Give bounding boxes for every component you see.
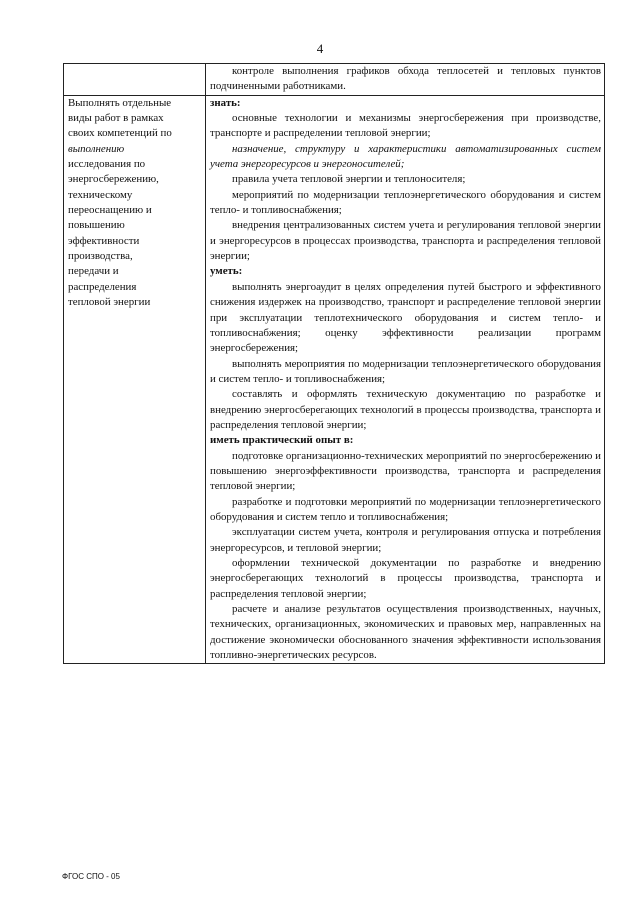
competency-title-line: техническому <box>68 188 133 201</box>
experience-item: подготовке организационно-технических мероприятий по энергосбережению и повышению энергоэффективности производства, транспорта и распределения тепловой энергии; <box>210 449 601 493</box>
competency-title-line: переоснащению и <box>68 204 152 217</box>
table-row-competency <box>64 95 605 664</box>
can-item: составлять и оформлять техническую документацию по разработке и внедрению энергосберегающих технологий в процессы производства, транспорта и распределения тепловой энергии; <box>210 388 601 431</box>
experience-item: расчете и анализе результатов осуществления производственных, научных, технических, организационных, экономических и правовых мер, направленных на достижение экономически обоснованного значения эффективности использования топливно-энергетических ресурсов. <box>210 603 601 662</box>
competency-title-line: выполнению <box>68 142 125 155</box>
table-cell-empty <box>64 64 206 96</box>
competency-title-cell <box>64 95 206 664</box>
know-item: мероприятий по модернизации теплоэнергетического оборудования и систем тепло- и топливоснабжения; <box>210 188 601 217</box>
competency-title-line: эффективности <box>68 234 140 247</box>
competency-title-line: тепловой энергии <box>68 296 151 309</box>
experience-item: эксплуатации систем учета, контроля и регулирования отпуска и потребления энергоресурсов, и тепловой энергии; <box>210 526 601 554</box>
continuation-text: контроле выполнения графиков обхода теплосетей и тепловых пунктов подчиненными работниками. <box>210 65 601 93</box>
footer-standard-code: ФГОС СПО - 05 <box>62 872 120 881</box>
competency-title-line: передачи и <box>68 265 119 278</box>
can-header: уметь: <box>210 265 243 278</box>
competency-table <box>63 63 605 664</box>
experience-item: оформлении технической документации по разработке и внедрению энергосберегающих технологий в процессы производства, транспорта и распределения тепловой энергии; <box>210 557 601 600</box>
competency-title-line: исследования по <box>68 158 146 171</box>
know-item: правила учета тепловой энергии и теплоносителя; <box>232 173 466 186</box>
competency-details-cell <box>206 95 605 664</box>
competency-title-line: Выполнять отдельные <box>68 96 172 109</box>
can-item: выполнять мероприятия по модернизации теплоэнергетического оборудования и систем тепло- и топливоснабжения; <box>210 357 601 385</box>
can-item: выполнять энергоаудит в целях определения путей быстрого и эффективного снижения издержек на производство, транспорт и распределение тепловой энергии при эксплуатации теплотехнического оборудования и систем тепло- и топливоснабжения; оценку эффективности реализации программ энергосбережения; <box>210 280 601 355</box>
competency-title-line: энергосбережению, <box>68 173 159 186</box>
know-item: основные технологии и механизмы энергосбережения при производстве, транспорте и распределении тепловой энергии; <box>210 112 601 140</box>
know-item: внедрения централизованных систем учета и регулирования тепловой энергии и энергоресурсов в процессах производства, транспорта и распределения тепловой энергии; <box>210 219 601 263</box>
experience-item: разработке и подготовки мероприятий по модернизации теплоэнергетического оборудования и систем тепло и топливоснабжения; <box>210 495 601 523</box>
know-item: назначение, структуру и характеристики автоматизированных систем учета энергоресурсов и энергоносителей; <box>210 142 601 171</box>
table-row-continuation <box>64 64 605 96</box>
competency-title-line: распределения <box>68 280 137 293</box>
table-cell-continuation <box>206 64 605 96</box>
experience-header: иметь практический опыт в: <box>210 434 354 447</box>
competency-title-line: своих компетенций по <box>68 127 172 140</box>
know-header: знать: <box>210 96 241 109</box>
competency-title-line: виды работ в рамках <box>68 112 164 125</box>
competency-title-line: производства, <box>68 250 133 263</box>
page-number: 4 <box>316 41 324 56</box>
competency-title-line: повышению <box>68 219 125 232</box>
